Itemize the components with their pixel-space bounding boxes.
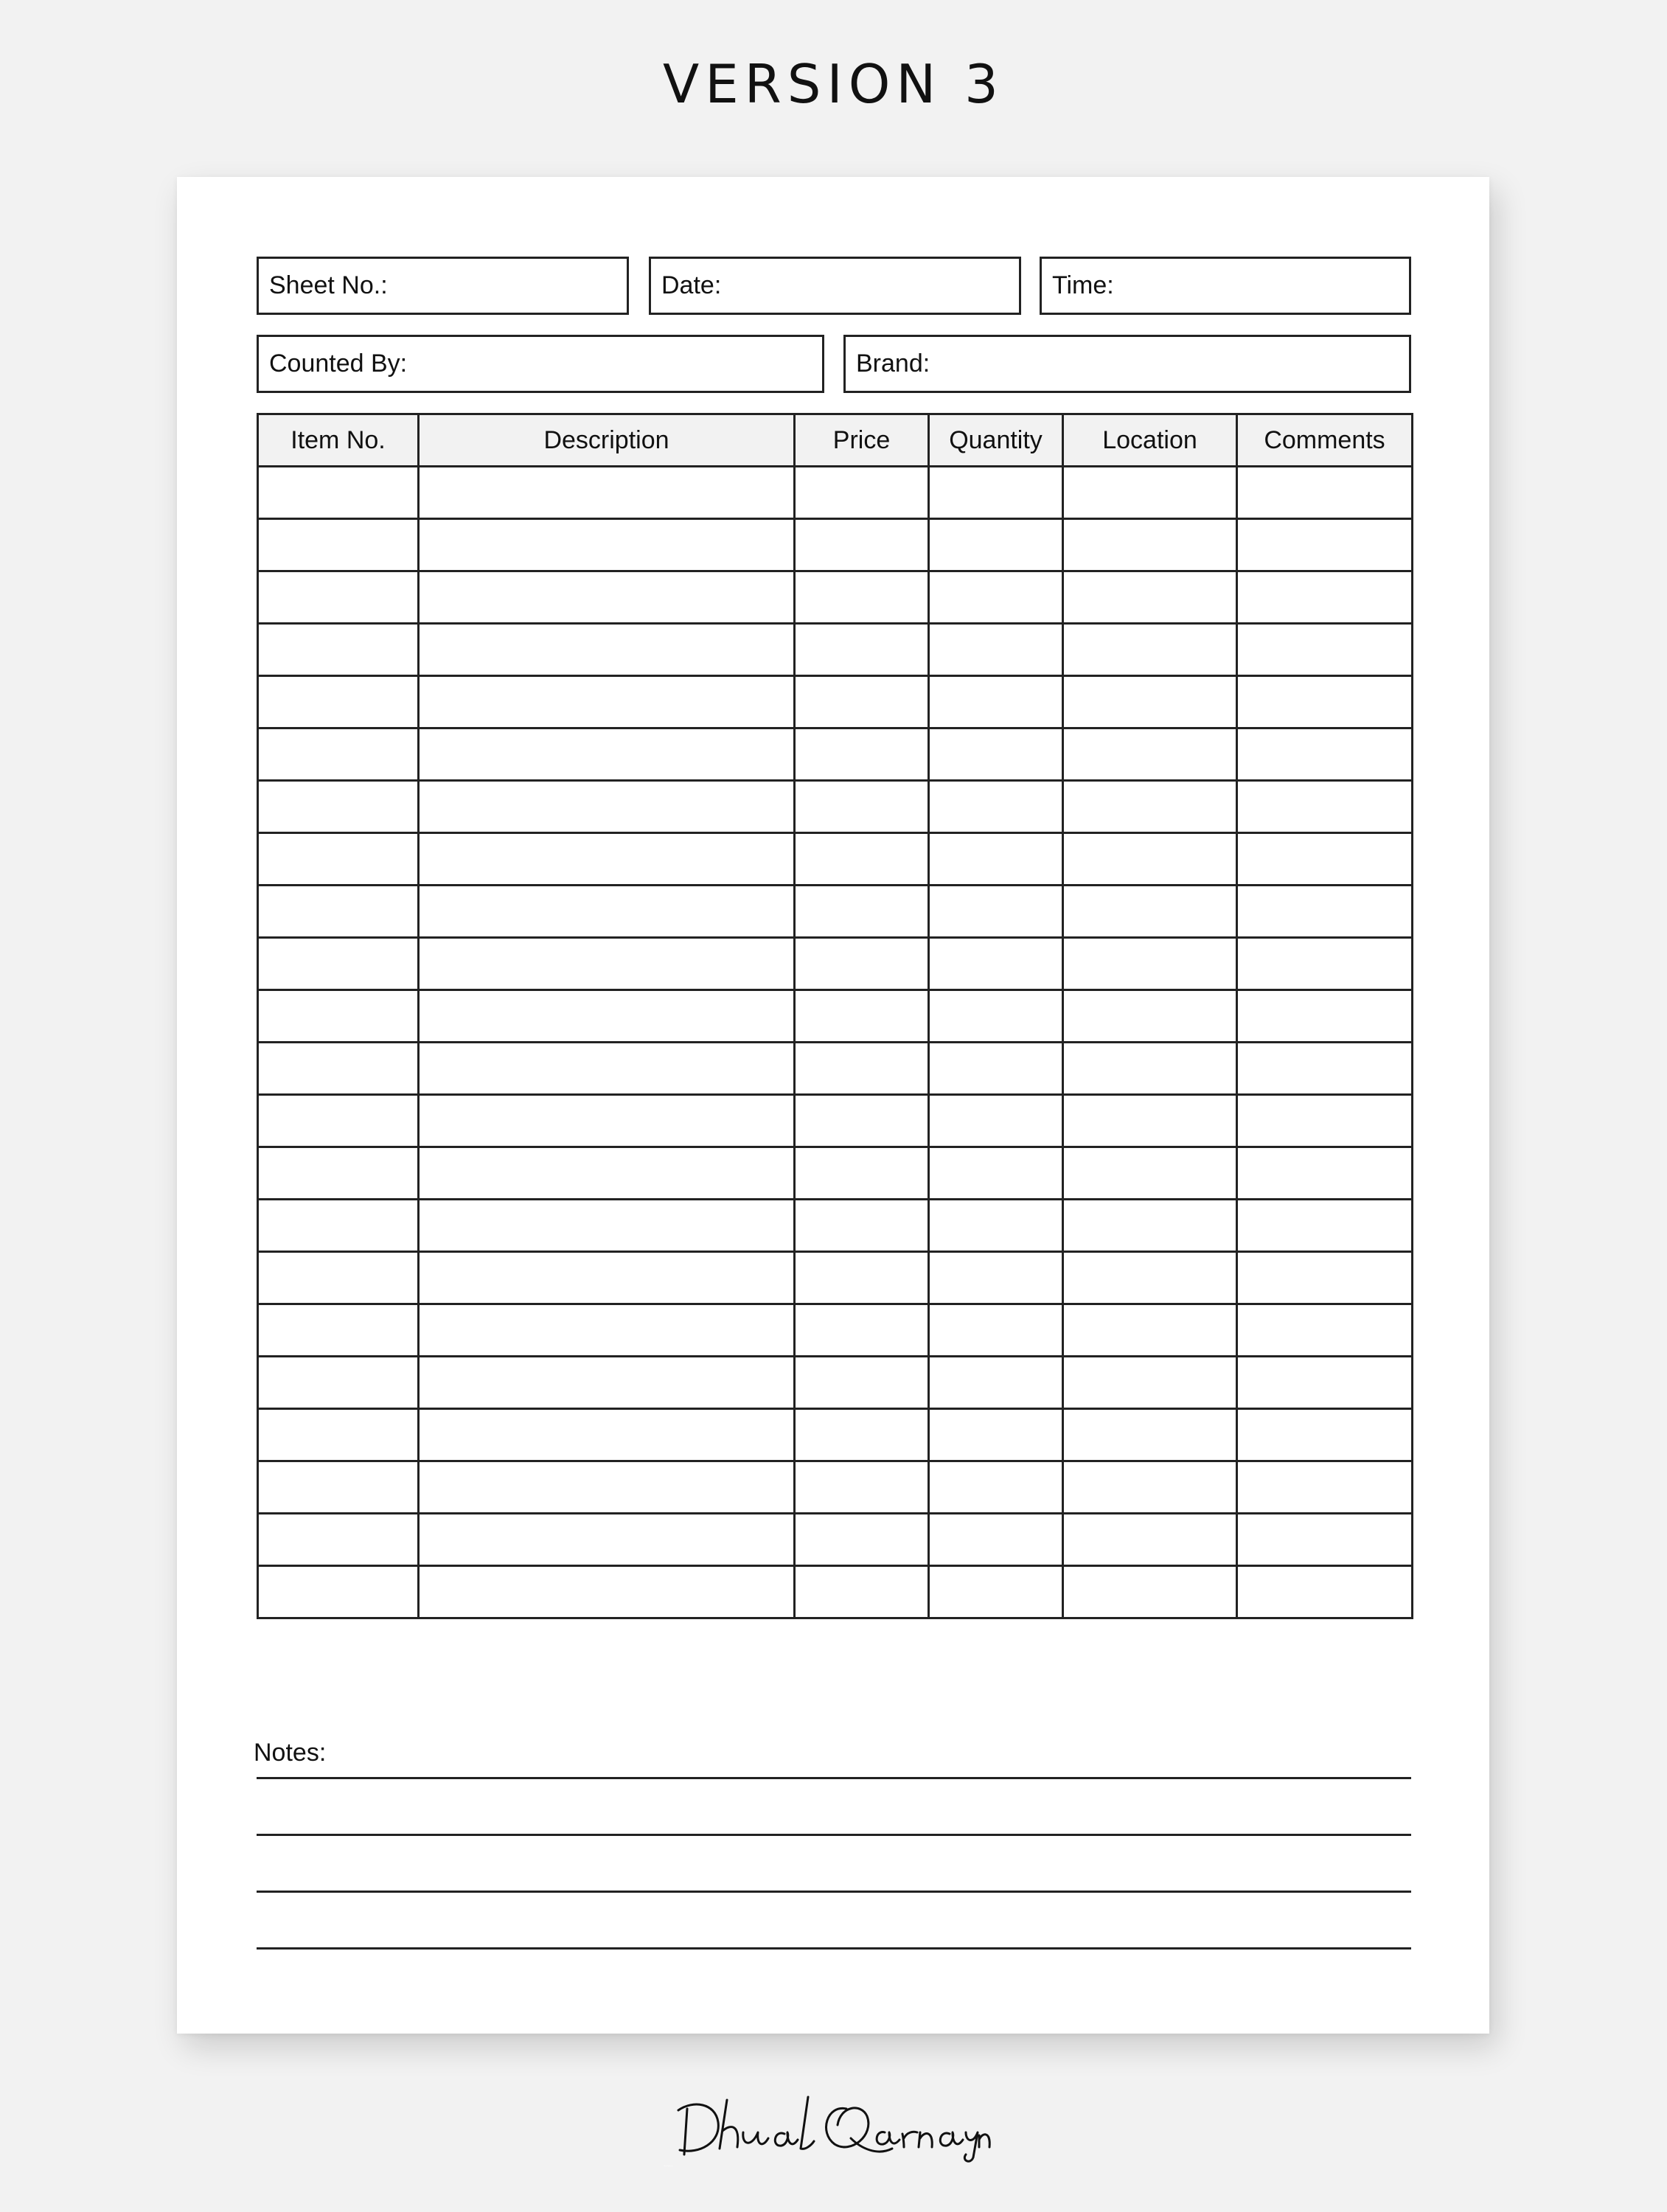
table-cell[interactable]	[419, 1304, 795, 1357]
table-cell[interactable]	[1237, 1357, 1413, 1409]
table-cell[interactable]	[258, 1304, 419, 1357]
table-cell[interactable]	[929, 938, 1063, 990]
time-label: Time:	[1052, 271, 1114, 299]
notes-line[interactable]	[257, 1947, 1411, 1950]
sheet-no-label: Sheet No.:	[269, 271, 388, 299]
table-cell[interactable]	[1063, 1304, 1237, 1357]
table-cell[interactable]	[929, 676, 1063, 728]
table-cell[interactable]	[795, 1304, 929, 1357]
table-row	[258, 1095, 1413, 1147]
table-cell[interactable]	[1237, 1514, 1413, 1566]
table-row	[258, 1304, 1413, 1357]
table-cell[interactable]	[1063, 676, 1237, 728]
table-cell[interactable]	[258, 990, 419, 1043]
table-cell[interactable]	[258, 833, 419, 886]
table-cell[interactable]	[1063, 1043, 1237, 1095]
table-cell[interactable]	[1237, 1200, 1413, 1252]
table-row	[258, 519, 1413, 571]
table-cell[interactable]	[1063, 624, 1237, 676]
table-cell[interactable]	[929, 1200, 1063, 1252]
table-cell[interactable]	[1237, 1461, 1413, 1514]
table-row	[258, 886, 1413, 938]
table-cell[interactable]	[929, 571, 1063, 624]
table-cell[interactable]	[1063, 571, 1237, 624]
table-cell[interactable]	[258, 1252, 419, 1304]
table-row	[258, 1357, 1413, 1409]
table-cell[interactable]	[795, 1095, 929, 1147]
signature-logo	[664, 2087, 1003, 2168]
table-cell[interactable]	[795, 1043, 929, 1095]
table-cell[interactable]	[929, 833, 1063, 886]
table-cell[interactable]	[795, 1200, 929, 1252]
table-cell[interactable]	[258, 1147, 419, 1200]
table-cell[interactable]	[258, 624, 419, 676]
table-cell[interactable]	[258, 676, 419, 728]
table-cell[interactable]	[1237, 519, 1413, 571]
table-cell[interactable]	[1063, 1147, 1237, 1200]
table-cell[interactable]	[1237, 990, 1413, 1043]
table-row	[258, 990, 1413, 1043]
table-row	[258, 1043, 1413, 1095]
signature-text: DhualQarnayn	[664, 2166, 673, 2167]
table-cell[interactable]	[795, 1252, 929, 1304]
header-price: Price	[795, 414, 929, 467]
table-cell[interactable]	[1063, 1514, 1237, 1566]
table-cell[interactable]	[1237, 571, 1413, 624]
table-cell[interactable]	[929, 1147, 1063, 1200]
table-cell[interactable]	[929, 467, 1063, 519]
table-body	[258, 467, 1413, 1618]
table-cell[interactable]	[258, 1043, 419, 1095]
table-cell[interactable]	[1063, 519, 1237, 571]
table-row	[258, 1147, 1413, 1200]
table-cell[interactable]	[419, 886, 795, 938]
table-cell[interactable]	[1237, 1409, 1413, 1461]
table-cell[interactable]	[929, 781, 1063, 833]
table-cell[interactable]	[419, 833, 795, 886]
table-cell[interactable]	[419, 467, 795, 519]
table-cell[interactable]	[1237, 833, 1413, 886]
table-cell[interactable]	[795, 1409, 929, 1461]
table-cell[interactable]	[258, 886, 419, 938]
table-cell[interactable]	[1237, 624, 1413, 676]
table-cell[interactable]	[419, 1409, 795, 1461]
table-cell[interactable]	[1237, 1252, 1413, 1304]
table-cell[interactable]	[795, 990, 929, 1043]
table-cell[interactable]	[929, 886, 1063, 938]
table-cell[interactable]	[419, 624, 795, 676]
sheet-no-field[interactable]	[257, 257, 629, 315]
table-cell[interactable]	[419, 1147, 795, 1200]
table-cell[interactable]	[1063, 1409, 1237, 1461]
table-cell[interactable]	[258, 1461, 419, 1514]
table-cell[interactable]	[419, 938, 795, 990]
table-cell[interactable]	[258, 1357, 419, 1409]
table-cell[interactable]	[1063, 467, 1237, 519]
table-header-row	[258, 414, 1413, 467]
table-row	[258, 1409, 1413, 1461]
table-cell[interactable]	[1063, 1252, 1237, 1304]
table-cell[interactable]	[795, 1357, 929, 1409]
table-cell[interactable]	[419, 1461, 795, 1514]
table-cell[interactable]	[1237, 728, 1413, 781]
table-row	[258, 1566, 1413, 1618]
table-cell[interactable]	[258, 1200, 419, 1252]
table-cell[interactable]	[419, 1252, 795, 1304]
table-row	[258, 676, 1413, 728]
table-cell[interactable]	[258, 1514, 419, 1566]
table-cell[interactable]	[419, 728, 795, 781]
table-cell[interactable]	[258, 571, 419, 624]
table-cell[interactable]	[1063, 1357, 1237, 1409]
table-cell[interactable]	[929, 1252, 1063, 1304]
table-cell[interactable]	[1237, 938, 1413, 990]
table-cell[interactable]	[258, 938, 419, 990]
notes-line[interactable]	[257, 1834, 1411, 1836]
table-cell[interactable]	[1237, 1043, 1413, 1095]
table-cell[interactable]	[419, 1200, 795, 1252]
header-comments: Comments	[1237, 414, 1413, 467]
table-cell[interactable]	[419, 990, 795, 1043]
table-cell[interactable]	[795, 1461, 929, 1514]
table-cell[interactable]	[1237, 1095, 1413, 1147]
table-cell[interactable]	[419, 519, 795, 571]
table-cell[interactable]	[1063, 1566, 1237, 1618]
table-cell[interactable]	[1063, 938, 1237, 990]
table-cell[interactable]	[1063, 1461, 1237, 1514]
table-cell[interactable]	[1237, 676, 1413, 728]
table-row	[258, 781, 1413, 833]
notes-line[interactable]	[257, 1891, 1411, 1893]
table-cell[interactable]	[1237, 467, 1413, 519]
table-cell[interactable]	[929, 728, 1063, 781]
table-cell[interactable]	[258, 519, 419, 571]
table-cell[interactable]	[795, 938, 929, 990]
table-cell[interactable]	[419, 781, 795, 833]
table-cell[interactable]	[1237, 1147, 1413, 1200]
table-cell[interactable]	[419, 1043, 795, 1095]
table-cell[interactable]	[929, 1043, 1063, 1095]
table-cell[interactable]	[795, 519, 929, 571]
table-cell[interactable]	[929, 990, 1063, 1043]
table-cell[interactable]	[795, 676, 929, 728]
notes-label: Notes:	[254, 1739, 327, 1767]
table-cell[interactable]	[1063, 781, 1237, 833]
table-cell[interactable]	[795, 467, 929, 519]
table-row	[258, 1200, 1413, 1252]
table-cell[interactable]	[1237, 1566, 1413, 1618]
table-cell[interactable]	[258, 1409, 419, 1461]
page-title: VERSION 3	[663, 53, 1004, 115]
inventory-sheet	[177, 177, 1489, 2034]
table-cell[interactable]	[1063, 886, 1237, 938]
table-row	[258, 938, 1413, 990]
table-cell[interactable]	[258, 728, 419, 781]
table-cell[interactable]	[929, 1095, 1063, 1147]
table-cell[interactable]	[1063, 1095, 1237, 1147]
table-cell[interactable]	[419, 1095, 795, 1147]
table-cell[interactable]	[929, 1409, 1063, 1461]
header-quantity: Quantity	[929, 414, 1063, 467]
table-cell[interactable]	[419, 1566, 795, 1618]
table-cell[interactable]	[795, 1566, 929, 1618]
counted-by-label: Counted By:	[269, 349, 408, 378]
table-cell[interactable]	[419, 571, 795, 624]
table-row	[258, 1252, 1413, 1304]
time-field[interactable]	[1040, 257, 1411, 315]
table-cell[interactable]	[1237, 1304, 1413, 1357]
table-row	[258, 1514, 1413, 1566]
table-cell[interactable]	[419, 1357, 795, 1409]
table-cell[interactable]	[929, 1461, 1063, 1514]
table-cell[interactable]	[1237, 886, 1413, 938]
table-row	[258, 571, 1413, 624]
table-cell[interactable]	[1063, 833, 1237, 886]
table-cell[interactable]	[258, 1095, 419, 1147]
inventory-table	[257, 413, 1413, 1619]
table-cell[interactable]	[795, 886, 929, 938]
table-row	[258, 467, 1413, 519]
header-description: Description	[419, 414, 795, 467]
table-cell[interactable]	[258, 781, 419, 833]
date-label: Date:	[661, 271, 722, 299]
table-cell[interactable]	[795, 1147, 929, 1200]
table-cell[interactable]	[795, 1514, 929, 1566]
table-cell[interactable]	[929, 1566, 1063, 1618]
brand-field[interactable]	[843, 335, 1411, 393]
table-cell[interactable]	[929, 1304, 1063, 1357]
table-cell[interactable]	[795, 571, 929, 624]
brand-label: Brand:	[856, 349, 930, 378]
table-cell[interactable]	[1237, 781, 1413, 833]
table-cell[interactable]	[929, 1514, 1063, 1566]
table-cell[interactable]	[419, 676, 795, 728]
table-row	[258, 833, 1413, 886]
table-cell[interactable]	[795, 728, 929, 781]
header-item-no: Item No.	[258, 414, 419, 467]
table-row	[258, 1461, 1413, 1514]
table-cell[interactable]	[258, 467, 419, 519]
table-cell[interactable]	[419, 1514, 795, 1566]
date-field[interactable]	[649, 257, 1021, 315]
table-cell[interactable]	[795, 624, 929, 676]
table-cell[interactable]	[795, 781, 929, 833]
table-row	[258, 624, 1413, 676]
table-cell[interactable]	[929, 624, 1063, 676]
table-cell[interactable]	[258, 1566, 419, 1618]
table-cell[interactable]	[1063, 990, 1237, 1043]
counted-by-field[interactable]	[257, 335, 824, 393]
header-location: Location	[1063, 414, 1237, 467]
table-cell[interactable]	[1063, 1200, 1237, 1252]
table-cell[interactable]	[929, 519, 1063, 571]
table-row	[258, 728, 1413, 781]
table-cell[interactable]	[929, 1357, 1063, 1409]
table-cell[interactable]	[795, 833, 929, 886]
notes-line[interactable]	[257, 1777, 1411, 1779]
table-cell[interactable]	[1063, 728, 1237, 781]
